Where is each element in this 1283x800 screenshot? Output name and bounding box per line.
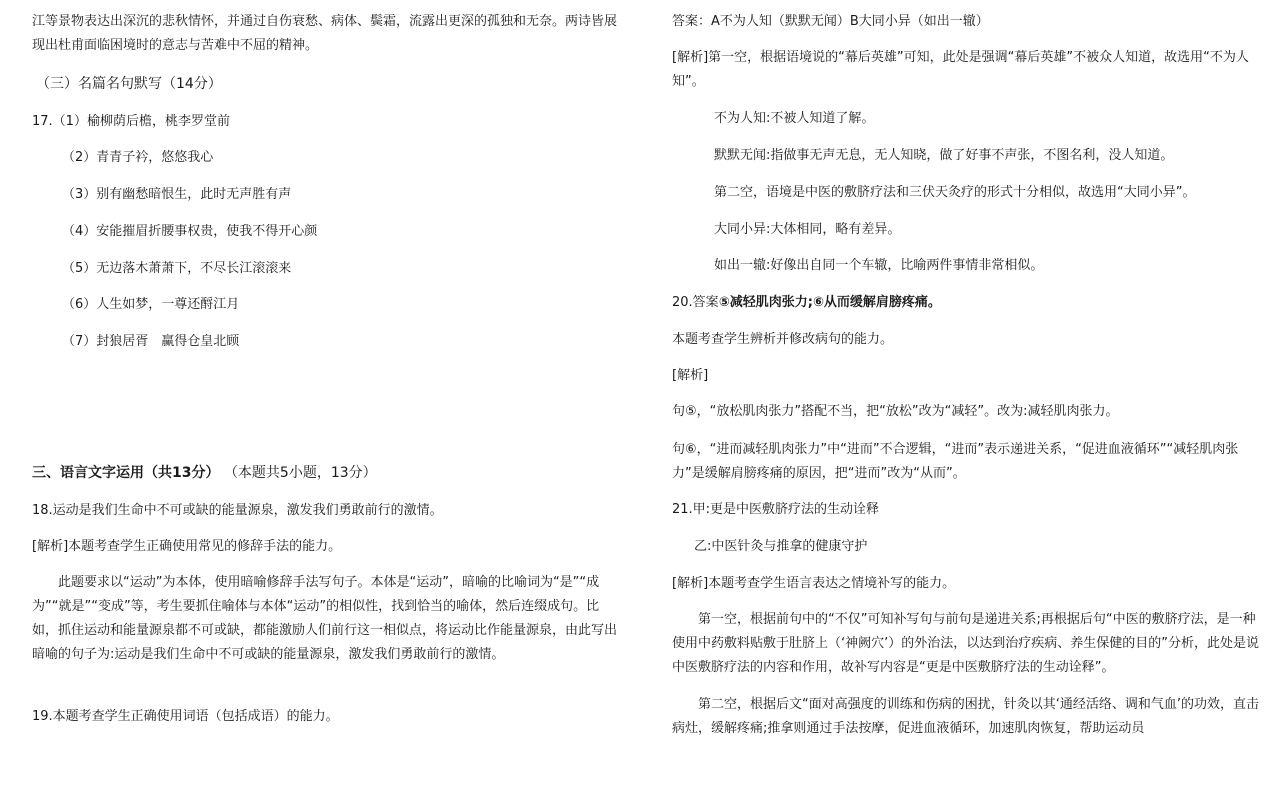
q19-analysis-first: [解析]第一空，根据语境说的“幕后英雄”可知，此处是强调“幕后英雄”不被众人知道，故选用“不为人知”。 (672, 50, 1249, 89)
q17-item-7: （7）封狼居胥 赢得仓皇北顾 (62, 334, 240, 349)
q21-analysis-second: 第二空，根据后文“面对高强度的训练和伤病的困扰，针灸以其‘通经活络、调和气血’的功效，直击病灶，缓解疼痛;推拿则通过手法按摩，促进血液循环，加速肌肉恢复，帮助运动员 (672, 697, 1260, 736)
q21-answer-jia: 21.甲:更是中医敷脐疗法的生动诠释 (672, 502, 880, 517)
q18-analysis-body: 此题要求以“运动”为本体，使用暗喻修辞手法写句子。本体是“运动”，暗喻的比喻词为“是”“成为”“就是”“变成”等，考生要抓住喻体与本体“运动”的相似性，找到恰当的喻体，然后连缀成句。比如，抓住运动和能量源泉都不可或缺，都能激励人们前行这一相似点，将运动比作能量源泉，由此写出暗喻的句子为:运动是我们生命中不可或缺的能量源泉，激发我们勇敢前行的激情。 (32, 575, 618, 662)
q19-analysis-second: 第二空，语境是中医的敷脐疗法和三伏天灸疗的形式十分相似，故选用“大同小异”。 (714, 185, 1196, 200)
q19-heading: 19.本题考查学生正确使用词语（包括成语）的能力。 (32, 709, 339, 724)
q18-answer: 18.运动是我们生命中不可或缺的能量源泉，激发我们勇敢前行的激情。 (32, 503, 443, 518)
definition-mo-mo-wu-wen: 默默无闻:指做事无声无息，无人知晓，做了好事不声张，不图名利，没人知道。 (714, 148, 1174, 163)
definition-ru-chu-yi-zhe: 如出一辙:好像出自同一个车辙，比喻两件事情非常相似。 (714, 258, 1044, 273)
part-3-title (32, 461, 620, 485)
q20-sentence-6: 句⑥，“进而减轻肌肉张力”中“进而”不合逻辑，“进而”表示递进关系，“促进血液循环”“减轻肌肉张力”是缓解肩膀疼痛的原因，把“进而”改为“从而”。 (672, 442, 1239, 481)
q21-analysis-first: 第一空，根据前句中的“不仅”可知补写句与前句是递进关系;再根据后句“中医的敷脐疗法，是一种使用中药敷料贴敷于肚脐上（‘神阙穴’）的外治法，以达到治疗疾病、养生保健的目的”分析，此处是说中医敷脐疗法的内容和作用，故补写内容是“更是中医敷脐疗法的生动诠释”。 (672, 612, 1260, 675)
q17-item-3: （3）别有幽愁暗恨生，此时无声胜有声 (62, 187, 292, 202)
q21-analysis-label: [解析]本题考查学生语言表达之情境补写的能力。 (672, 576, 956, 591)
q17-item-4: （4）安能摧眉折腰事权贵，使我不得开心颜 (62, 224, 318, 239)
q21-answer-yi: 乙:中医针灸与推拿的健康守护 (694, 539, 868, 554)
q18-analysis-label: [解析]本题考查学生正确使用常见的修辞手法的能力。 (32, 539, 342, 554)
part-3-title-bold: 三、语言文字运用（共13分） (32, 465, 220, 481)
q20-description: 本题考查学生辨析并修改病句的能力。 (672, 332, 894, 347)
q17-item-1: 17.（1）榆柳荫后檐，桃李罗堂前 (32, 114, 230, 129)
q17-item-5: （5）无边落木萧萧下，不尽长江滚滚来 (62, 261, 292, 276)
q20-answer-bold: ⑤减轻肌肉张力;⑥从而缓解肩膀疼痛。 (718, 295, 941, 310)
q20-analysis-label: [解析] (672, 368, 709, 383)
q20-answer-prefix: 20.答案 (672, 295, 719, 310)
q17-item-2: （2）青青子衿，悠悠我心 (62, 150, 214, 165)
section-3-title: （三）名篇名句默写（14分） (36, 76, 222, 92)
q19-answer: 答案：A不为人知（默默无闻）B大同小异（如出一辙） (672, 14, 989, 29)
definition-da-tong-xiao-yi: 大同小异:大体相同，略有差异。 (714, 222, 901, 237)
q17-item-6: （6）人生如梦，一尊还酹江月 (62, 297, 240, 312)
q20-sentence-5: 句⑤，“放松肌肉张力”搭配不当，把“放松”改为“减轻”。改为:减轻肌肉张力。 (672, 404, 1119, 419)
definition-bu-wei-ren-zhi: 不为人知:不被人知道了解。 (714, 111, 875, 126)
intro-paragraph: 江等景物表达出深沉的悲秋情怀，并通过自伤衰愁、病体、鬓霜，流露出更深的孤独和无奈。两诗皆展现出杜甫面临困境时的意志与苦难中不屈的精神。 (32, 14, 618, 53)
q20-answer (672, 291, 1264, 315)
part-3-title-note: （本题共5小题，13分） (223, 465, 377, 481)
